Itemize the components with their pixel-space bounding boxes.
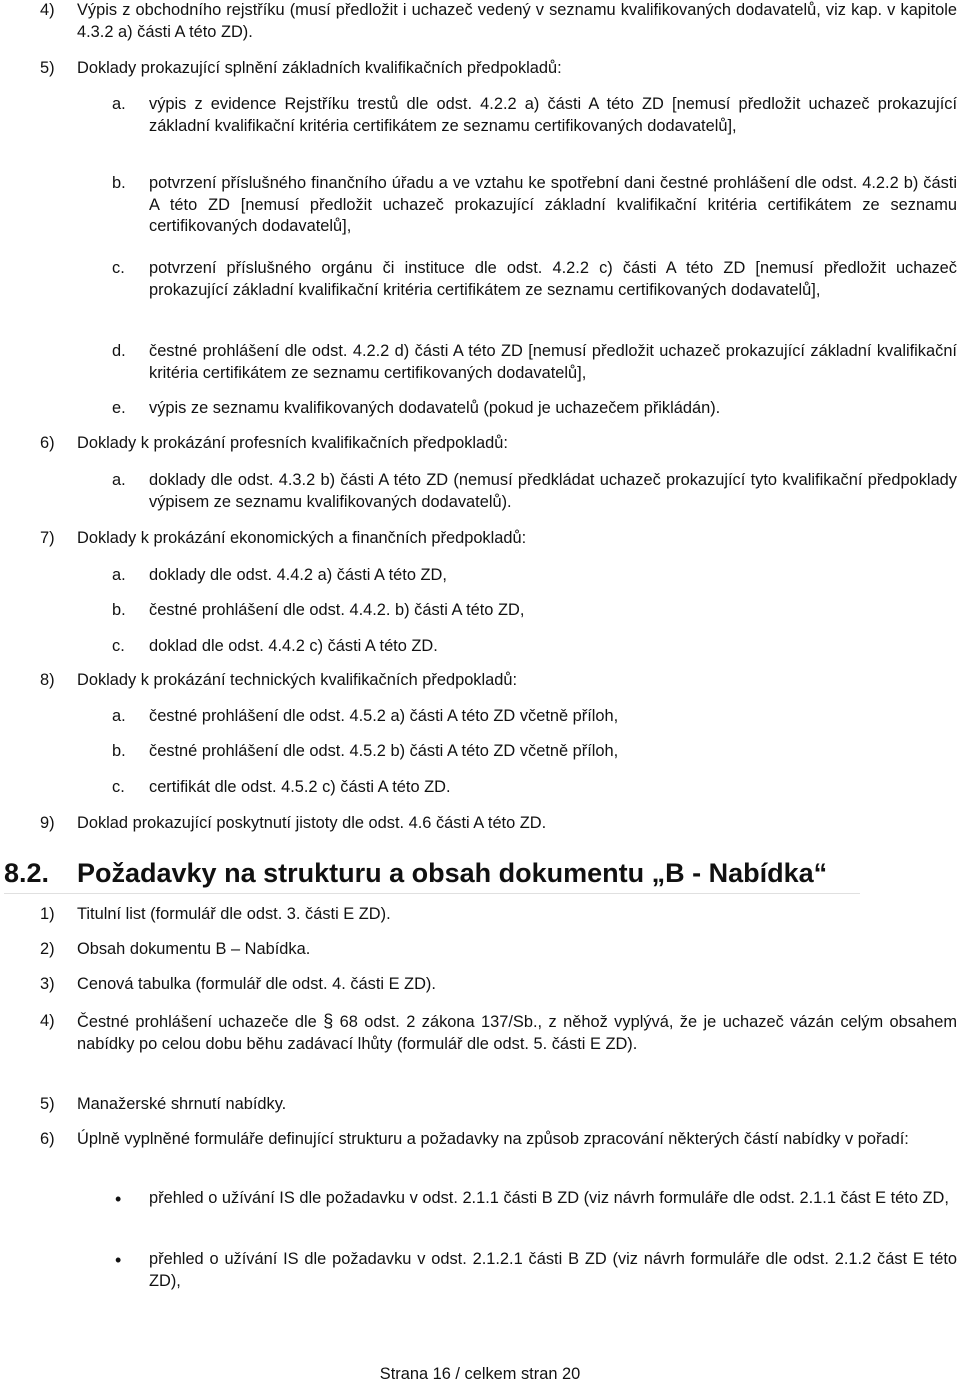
item-text: Úplně vyplněné formuláře definující strukturu a požadavky na způsob zpracování některých částí nabídky v pořadí: xyxy=(77,1130,909,1148)
sub-item-letter: a. xyxy=(112,471,126,489)
sub-item-text: výpis z evidence Rejstříku trestů dle odst. 4.2.2 a) části A této ZD [nemusí předložit uchazeč prokazující základní kvalifikační kritéria certifikátem ze seznamu certifikovaných dodavatelů], xyxy=(149,95,957,135)
sub-item-text: výpis ze seznamu kvalifikovaných dodavatelů (pokud je uchazečem přikládán). xyxy=(149,399,721,417)
list-item-5 xyxy=(40,58,957,80)
sub-item-7b xyxy=(112,600,957,622)
list-item-4 xyxy=(40,0,957,43)
offer-item-2 xyxy=(40,939,957,961)
item-text-part: 68 odst. 2 zákona 137/Sb., z něhož vyplývá, že je uchazeč vázán celým obsahem nabídky po celou dobu běhu zadávací lhůty (formulář dle odst. 5. části E ZD). xyxy=(77,1013,957,1053)
sub-item-letter: b. xyxy=(112,601,126,619)
item-number: 1) xyxy=(40,905,55,923)
item-number: 3) xyxy=(40,975,55,993)
offer-item-1 xyxy=(40,904,957,926)
sub-item-7a xyxy=(112,565,957,587)
offer-bullet-2 xyxy=(112,1249,957,1292)
sub-item-5d xyxy=(112,341,957,384)
sub-item-text: čestné prohlášení dle odst. 4.2.2 d) části A této ZD [nemusí předložit uchazeč prokazující základní kvalifikační kritéria certifikátem ze seznamu certifikovaných dodavatelů], xyxy=(149,342,957,382)
list-item-6 xyxy=(40,433,957,455)
sub-item-5e xyxy=(112,398,957,420)
list-item-9 xyxy=(40,813,957,835)
sub-item-text: doklady dle odst. 4.4.2 a) části A této ZD, xyxy=(149,566,447,584)
offer-item-3 xyxy=(40,974,957,996)
sub-item-text: doklad dle odst. 4.4.2 c) části A této ZD. xyxy=(149,637,438,655)
item-number: 8) xyxy=(40,671,55,689)
item-text: Obsah dokumentu B – Nabídka. xyxy=(77,940,311,958)
sub-item-letter: b. xyxy=(112,174,126,192)
section-title: Požadavky na strukturu a obsah dokumentu „B - Nabídka“ xyxy=(77,858,828,888)
section-number: 8.2. xyxy=(4,858,50,888)
item-text: Doklady k prokázání technických kvalifikačních předpokladů: xyxy=(77,671,518,689)
sub-item-letter: a. xyxy=(112,707,126,725)
section-heading xyxy=(4,853,860,894)
offer-bullet-1 xyxy=(112,1188,957,1210)
sub-item-letter: c. xyxy=(112,259,125,277)
bullet-text: přehled o užívání IS dle požadavku v odst. 2.1.1 části B ZD (viz návrh formuláře dle odst. 2.1.1 část E této ZD, xyxy=(149,1189,949,1207)
sub-item-letter: c. xyxy=(112,778,125,796)
list-item-7 xyxy=(40,528,957,550)
sub-item-letter: c. xyxy=(112,637,125,655)
item-text: Cenová tabulka (formulář dle odst. 4. části E ZD). xyxy=(77,975,436,993)
item-number: 6) xyxy=(40,1130,55,1148)
bullet-text: přehled o užívání IS dle požadavku v odst. 2.1.2.1 části B ZD (viz návrh formuláře dle odst. 2.1.2 část E této ZD), xyxy=(149,1250,957,1290)
sub-item-text: čestné prohlášení dle odst. 4.5.2 a) části A této ZD včetně příloh, xyxy=(149,707,619,725)
sub-item-8b xyxy=(112,741,957,763)
sub-item-letter: d. xyxy=(112,342,126,360)
item-number: 4) xyxy=(40,1,55,19)
sub-item-7c xyxy=(112,636,957,658)
list-item-8 xyxy=(40,670,957,692)
sub-item-6a xyxy=(112,470,957,513)
item-text-part: Čestné prohlášení uchazeče dle xyxy=(77,1013,317,1031)
sub-item-8a xyxy=(112,706,957,728)
bullet-icon: • xyxy=(115,1250,122,1270)
item-number: 9) xyxy=(40,814,55,832)
page-footer: Strana 16 / celkem stran 20 xyxy=(379,1365,581,1383)
sub-item-5c xyxy=(112,258,957,301)
section-sign: § xyxy=(323,1011,334,1031)
item-text: Titulní list (formulář dle odst. 3. části E ZD). xyxy=(77,905,391,923)
item-text xyxy=(77,1011,957,1055)
item-text: Doklad prokazující poskytnutí jistoty dle odst. 4.6 části A této ZD. xyxy=(77,814,547,832)
sub-item-text: čestné prohlášení dle odst. 4.4.2. b) části A této ZD, xyxy=(149,601,525,619)
item-text: Doklady k prokázání ekonomických a finančních předpokladů: xyxy=(77,529,527,547)
item-text: Doklady prokazující splnění základních kvalifikačních předpokladů: xyxy=(77,59,562,77)
sub-item-letter: e. xyxy=(112,399,126,417)
item-number: 4) xyxy=(40,1012,55,1030)
sub-item-letter: a. xyxy=(112,95,126,113)
item-number: 7) xyxy=(40,529,55,547)
sub-item-letter: a. xyxy=(112,566,126,584)
offer-item-6 xyxy=(40,1129,957,1151)
sub-item-text: čestné prohlášení dle odst. 4.5.2 b) části A této ZD včetně příloh, xyxy=(149,742,619,760)
bullet-icon: • xyxy=(115,1189,122,1209)
item-number: 5) xyxy=(40,1095,55,1113)
item-number: 2) xyxy=(40,940,55,958)
offer-item-4 xyxy=(40,1011,957,1055)
offer-item-5 xyxy=(40,1094,957,1116)
sub-item-text: potvrzení příslušného finančního úřadu a ve vztahu ke spotřební dani čestné prohlášení dle odst. 4.2.2 b) části A této ZD [nemusí předložit uchazeč prokazující základní kvalifikační kritéria certifikátem ze seznamu certifikovaných dodavatelů], xyxy=(149,174,957,235)
sub-item-8c xyxy=(112,777,957,799)
sub-item-5b xyxy=(112,173,957,238)
item-text: Výpis z obchodního rejstříku (musí předložit i uchazeč vedený v seznamu kvalifikovaných dodavatelů, viz kap. v kapitole 4.3.2 a) části A této ZD). xyxy=(77,1,957,41)
item-text: Doklady k prokázání profesních kvalifikačních předpokladů: xyxy=(77,434,508,452)
sub-item-5a xyxy=(112,94,957,137)
sub-item-text: potvrzení příslušného orgánu či instituce dle odst. 4.2.2 c) části A této ZD [nemusí předložit uchazeč prokazující základní kvalifikační kritéria certifikátem ze seznamu certifikovaných dodavatelů], xyxy=(149,259,957,299)
sub-item-letter: b. xyxy=(112,742,126,760)
item-number: 5) xyxy=(40,59,55,77)
sub-item-text: doklady dle odst. 4.3.2 b) části A této ZD (nemusí předkládat uchazeč prokazující tyto kvalifikační předpoklady výpisem ze seznamu kvalifikovaných dodavatelů). xyxy=(149,471,957,511)
item-text: Manažerské shrnutí nabídky. xyxy=(77,1095,287,1113)
item-number: 6) xyxy=(40,434,55,452)
sub-item-text: certifikát dle odst. 4.5.2 c) části A této ZD. xyxy=(149,778,451,796)
